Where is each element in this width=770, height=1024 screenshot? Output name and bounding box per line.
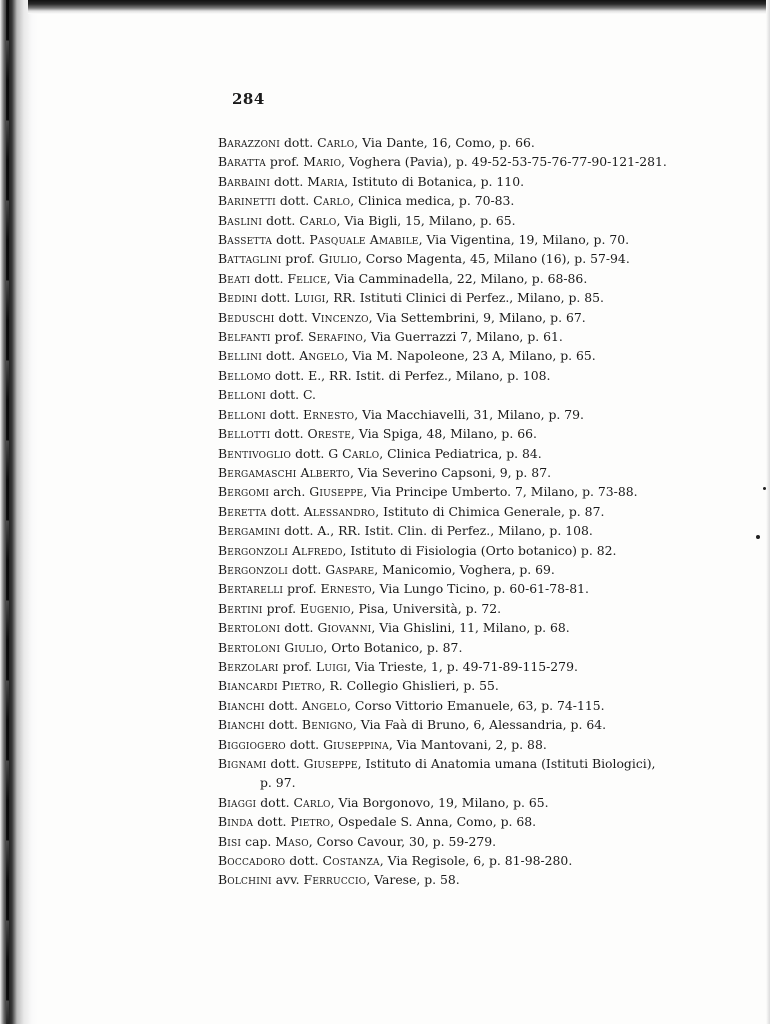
index-entry — [218, 812, 658, 831]
index-entry — [218, 152, 667, 171]
entry-details: , Corso Vittorio Emanuele, 63, p. 74-115. — [347, 697, 605, 713]
entry-title: prof. — [262, 600, 300, 616]
index-entry — [218, 269, 658, 288]
entry-title: prof. — [283, 581, 321, 597]
entry-details: , Corso Cavour, 30, p. 59-279. — [308, 833, 497, 849]
entry-title: dott. G — [291, 445, 343, 461]
entry-details: , Istituto di Anatomia umana (Istituti Biologici), p. 97. — [260, 756, 656, 791]
entry-given-name: Costanza — [322, 853, 380, 869]
entry-details: , Varese, p. 58. — [366, 872, 460, 888]
page-number: 284 — [232, 90, 265, 108]
index-entry — [218, 754, 658, 793]
entry-details: , Via Trieste, 1, p. 49-71-89-115-279. — [347, 658, 578, 674]
entry-details: , Orto Botanico, p. 87. — [323, 639, 463, 655]
entry-title: avv. — [271, 872, 304, 888]
entry-surname: Bergamini — [218, 523, 281, 539]
entry-given-name: Giulio — [318, 251, 358, 267]
entry-details: , Via Guerrazzi 7, Milano, p. 61. — [362, 329, 563, 345]
entry-details: , Via Camminadella, 22, Milano, p. 68-86. — [326, 270, 588, 286]
entry-given-name: Angelo — [299, 348, 345, 364]
entry-given-name: Alessandro — [303, 503, 376, 519]
entry-details: , Istituto di Botanica, p. 110. — [344, 173, 525, 189]
entry-surname: Belfanti — [218, 329, 271, 345]
entry-title: dott. — [257, 290, 295, 306]
entry-title: dott. — [264, 697, 302, 713]
entry-surname: Bedini — [218, 290, 258, 306]
entry-title: prof. — [270, 329, 308, 345]
entry-details: , Istituto di Chimica Generale, p. 87. — [375, 503, 605, 519]
index-entry — [218, 308, 658, 327]
entry-given-name: Giovanni — [317, 620, 372, 636]
entry-given-name: Carlo — [293, 794, 331, 810]
entry-details: RR. Istit. di Perfez., Milano, p. 108. — [329, 367, 551, 383]
index-entry — [218, 385, 658, 404]
entry-given-name: Vincenzo — [311, 309, 369, 325]
page-top-edge — [28, 0, 770, 14]
entry-title: prof. — [265, 154, 304, 170]
entry-details: , Via Severino Capsoni, 9, p. 87. — [349, 464, 552, 480]
entry-given-name: Carlo — [317, 135, 355, 150]
entry-surname: Bergamaschi — [218, 464, 297, 480]
entry-surname: Bolchini — [218, 872, 272, 888]
entry-details: , RR. Istituti Clinici di Perfez., Milano, p. 85. — [325, 290, 604, 306]
index-entry — [218, 191, 658, 210]
entry-given-name: Giuseppe — [303, 756, 358, 771]
entry-given-name: Alberto — [300, 464, 350, 480]
entry-given-name: Carlo — [313, 193, 351, 209]
index-entry — [218, 735, 658, 754]
index-entry — [218, 288, 658, 307]
entry-given-name: Alfredo — [292, 542, 343, 558]
entry-details: , Via Mantovani, 2, p. 88. — [388, 736, 547, 752]
entry-given-name: Serafino — [307, 329, 363, 345]
entry-title: dott. A., — [280, 523, 339, 539]
page-right-edge — [766, 0, 770, 1024]
index-entry — [218, 211, 658, 230]
entry-surname: Biaggi — [218, 794, 257, 810]
entry-surname: Baratta — [218, 154, 266, 170]
entry-title: dott. — [285, 853, 323, 869]
entry-title: dott. — [270, 426, 308, 442]
index-entry — [218, 560, 658, 579]
index-entry — [218, 230, 658, 249]
entry-title: dott. — [266, 756, 304, 771]
entry-surname: Bassetta — [218, 232, 273, 248]
entry-title: dott. — [266, 503, 304, 519]
index-entry — [218, 657, 658, 676]
index-entry — [218, 870, 658, 889]
entry-details: , Clinica Pediatrica, p. 84. — [379, 445, 542, 461]
entry-details: , Via Spiga, 48, Milano, p. 66. — [350, 426, 537, 442]
index-entry — [218, 793, 658, 812]
entry-details: , Clinica medica, p. 70-83. — [350, 193, 515, 209]
entry-surname: Bignami — [218, 756, 267, 771]
entry-given-name: Pietro — [290, 814, 331, 830]
entry-given-name: Pasquale Amabile — [309, 232, 419, 248]
entry-surname: Beretta — [218, 503, 267, 519]
entry-title: dott. — [264, 717, 302, 733]
entry-details: , Via Settembrini, 9, Milano, p. 67. — [368, 309, 586, 325]
entry-given-name: Luigi — [294, 290, 326, 306]
entry-details: , R. Collegio Ghislieri, p. 55. — [321, 678, 499, 694]
index-entry — [218, 463, 658, 482]
entry-given-name: Ferruccio — [303, 872, 367, 888]
entry-details: , Voghera (Pavia), p. 49-52-53-75-76-77-90-121-281. — [341, 154, 667, 170]
entry-surname: Belloni — [218, 406, 266, 422]
entry-surname: Bianchi — [218, 697, 265, 713]
entry-surname: Bertoloni — [218, 639, 281, 655]
index-entry — [218, 424, 658, 443]
entry-details: , Via Lungo Ticino, p. 60-61-78-81. — [371, 581, 589, 597]
entry-given-name: Ernesto — [303, 406, 355, 422]
index-entry — [218, 366, 658, 385]
index-entries — [218, 133, 667, 890]
entry-given-name: Felice — [287, 270, 327, 286]
index-entry — [218, 832, 658, 851]
entry-given-name: Giuseppina — [323, 736, 389, 752]
index-entry — [218, 133, 658, 152]
index-entry — [218, 638, 658, 657]
entry-surname: Baslini — [218, 212, 263, 228]
entry-surname: Bergomi — [218, 484, 270, 500]
entry-title: dott. — [272, 232, 310, 248]
entry-surname: Barazzoni — [218, 135, 280, 150]
entry-surname: Battaglini — [218, 251, 282, 267]
entry-given-name: Benigno — [301, 717, 353, 733]
entry-details: , Via Macchiavelli, 31, Milano, p. 79. — [354, 406, 584, 422]
entry-title: prof. — [278, 658, 316, 674]
entry-details: , Istituto di Fisiologia (Orto botanico) p. 82. — [342, 542, 617, 558]
scan-speck — [763, 487, 766, 490]
entry-surname: Bergonzoli — [218, 561, 289, 577]
entry-details: , Ospedale S. Anna, Como, p. 68. — [330, 814, 537, 830]
entry-given-name: Carlo — [342, 445, 380, 461]
entry-title: cap. — [241, 833, 276, 849]
entry-title: prof. — [281, 251, 319, 267]
entry-title: dott. — [250, 270, 288, 286]
entry-surname: Bisi — [218, 833, 242, 849]
entry-given-name: Maso — [275, 833, 309, 849]
entry-given-name: Ernesto — [320, 581, 372, 597]
index-entry — [218, 249, 658, 268]
entry-details: , Pisa, Università, p. 72. — [350, 600, 502, 616]
index-entry — [218, 172, 658, 191]
index-entry — [218, 618, 658, 637]
entry-given-name: Luigi — [315, 658, 348, 674]
entry-title: dott. — [274, 309, 312, 325]
index-entry — [218, 676, 658, 695]
entry-given-name: Giuseppe — [309, 484, 364, 500]
index-entry — [218, 482, 658, 501]
index-entry — [218, 579, 658, 598]
entry-title: dott. — [256, 794, 294, 810]
entry-surname: Bentivoglio — [218, 445, 292, 461]
index-entry — [218, 599, 658, 618]
entry-title: dott. — [280, 135, 318, 150]
entry-title: dott. — [262, 212, 300, 228]
entry-surname: Beduschi — [218, 309, 275, 325]
entry-given-name: Carlo — [299, 212, 337, 228]
entry-surname: Belloni — [218, 387, 266, 403]
entry-surname: Beati — [218, 270, 251, 286]
page-binding-edge — [0, 0, 38, 1024]
index-entry — [218, 696, 658, 715]
entry-title: dott. — [275, 193, 314, 209]
entry-title: dott. — [270, 173, 308, 189]
entry-surname: Bertarelli — [218, 581, 284, 597]
entry-given-name: Maria — [307, 173, 345, 189]
entry-title: dott. — [253, 814, 291, 830]
entry-surname: Barinetti — [218, 193, 276, 209]
index-entry — [218, 851, 658, 870]
entry-title: dott. E., — [271, 367, 330, 383]
entry-title: dott. — [262, 348, 300, 364]
entry-given-name: Angelo — [301, 697, 348, 713]
entry-given-name: Mario — [303, 154, 342, 170]
entry-details: , Via Ghislini, 11, Milano, p. 68. — [371, 620, 570, 636]
entry-details: RR. Istit. Clin. di Perfez., Milano, p. 108. — [338, 523, 593, 539]
entry-given-name: Gaspare — [325, 561, 375, 577]
index-entry — [218, 346, 658, 365]
entry-details: , Manicomio, Voghera, p. 69. — [374, 561, 555, 577]
entry-surname: Biggiogero — [218, 736, 286, 752]
entry-surname: Bergonzoli — [218, 542, 289, 558]
entry-details: , Via Dante, 16, Como, p. 66. — [354, 135, 535, 150]
entry-title: dott. — [265, 406, 304, 422]
entry-details: , Via Vigentina, 19, Milano, p. 70. — [418, 232, 630, 248]
entry-title: dott. C. — [265, 387, 316, 403]
entry-surname: Berzolari — [218, 658, 279, 674]
scan-speck — [756, 535, 760, 539]
entry-details: , Via Principe Umberto. 7, Milano, p. 73-88. — [363, 484, 638, 500]
index-entry — [218, 327, 658, 346]
index-entry — [218, 521, 658, 540]
entry-surname: Bertini — [218, 600, 263, 616]
entry-surname: Binda — [218, 814, 254, 830]
entry-details: , Via Faà di Bruno, 6, Alessandria, p. 64. — [352, 717, 607, 733]
entry-given-name: Oreste — [307, 426, 351, 442]
index-entry — [218, 502, 658, 521]
entry-given-name: Giulio — [284, 639, 324, 655]
entry-details: , Via Borgonovo, 19, Milano, p. 65. — [330, 794, 549, 810]
entry-surname: Biancardi — [218, 678, 278, 694]
entry-details: , Corso Magenta, 45, Milano (16), p. 57-94. — [357, 251, 630, 267]
entry-title: dott. — [285, 736, 324, 752]
entry-title: dott. — [280, 620, 318, 636]
entry-title: arch. — [269, 484, 310, 500]
entry-given-name: Eugenio — [299, 600, 351, 616]
index-entry — [218, 715, 658, 734]
entry-title: dott. — [288, 561, 326, 577]
entry-details: , Via Regisole, 6, p. 81-98-280. — [379, 853, 573, 869]
entry-details: , Via M. Napoleone, 23 A, Milano, p. 65. — [344, 348, 596, 364]
entry-given-name: Pietro — [281, 678, 322, 694]
entry-surname: Bellini — [218, 348, 263, 364]
entry-surname: Boccadoro — [218, 853, 286, 869]
entry-surname: Barbaini — [218, 173, 271, 189]
index-entry — [218, 444, 658, 463]
entry-surname: Bianchi — [218, 717, 265, 733]
entry-surname: Bellomo — [218, 367, 272, 383]
entry-surname: Bertoloni — [218, 620, 281, 636]
entry-surname: Bellotti — [218, 426, 271, 442]
index-entry — [218, 541, 658, 560]
index-entry — [218, 405, 658, 424]
entry-details: , Via Bigli, 15, Milano, p. 65. — [336, 212, 516, 228]
